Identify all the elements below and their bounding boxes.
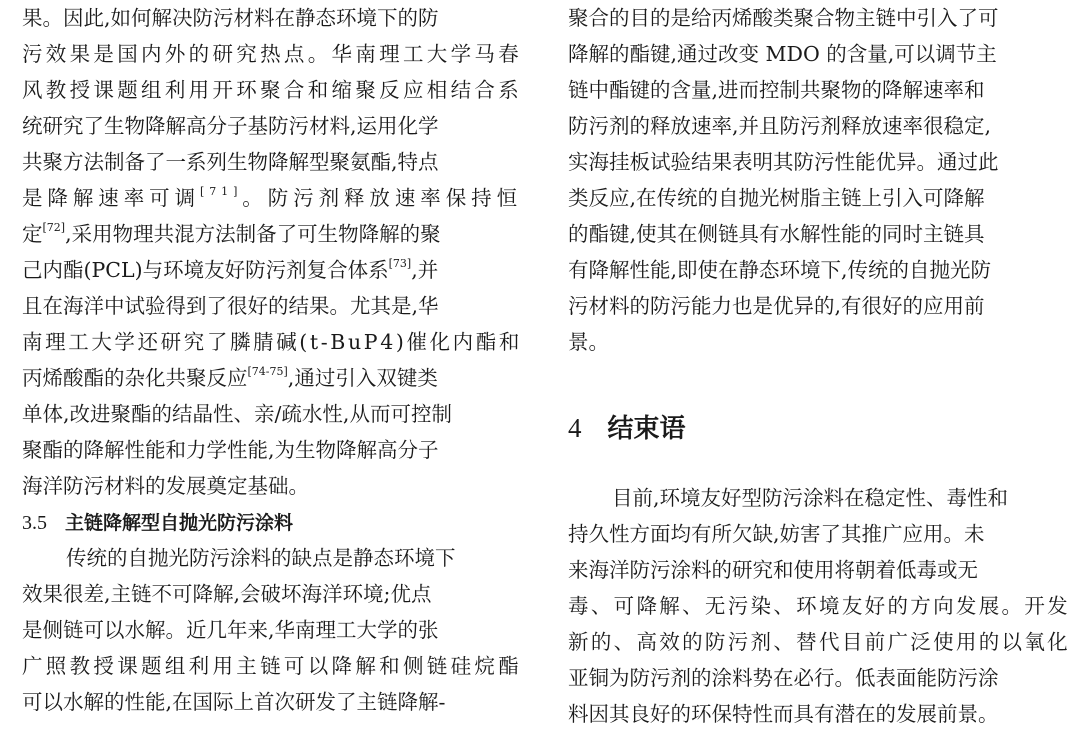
text-line: 海洋防污材料的发展奠定基础。 bbox=[22, 474, 309, 498]
text-line: 亚铜为防污剂的涂料势在必行。低表面能防污涂 bbox=[568, 666, 999, 690]
citation-ref: [73] bbox=[388, 257, 412, 271]
text-line: 目前,环境友好型防污涂料在稳定性、毒性和 bbox=[612, 486, 1009, 510]
text-line: 单体,改进聚酯的结晶性、亲/疏水性,从而可控制 bbox=[22, 402, 452, 426]
text-line: 广照教授课题组利用主链可以降解和侧链硅烷酯 bbox=[22, 654, 522, 678]
text-line: 景。 bbox=[568, 330, 609, 354]
text-line: 是降解速率可调[71]。防污剂释放速率保持恒 bbox=[22, 185, 522, 210]
text-line: 料因其良好的环保特性而具有潜在的发展前景。 bbox=[568, 702, 999, 726]
text-line: 聚合的目的是给丙烯酸类聚合物主链中引入了可 bbox=[568, 6, 999, 30]
citation-ref: [74-75] bbox=[247, 365, 288, 379]
subsection-title: 主链降解型自抛光防污涂料 bbox=[65, 512, 294, 534]
subsection-heading bbox=[22, 504, 293, 540]
text-line: 共聚方法制备了一系列生物降解型聚氨酯,特点 bbox=[22, 150, 439, 174]
section-number: 4 bbox=[568, 413, 582, 443]
text-line: 的酯键,使其在侧链具有水解性能的同时主链具 bbox=[568, 222, 985, 246]
text-line: 效果很差,主链不可降解,会破坏海洋环境;优点 bbox=[22, 582, 432, 606]
section-title: 结束语 bbox=[607, 414, 686, 444]
text-line: 持久性方面均有所欠缺,妨害了其推广应用。未 bbox=[568, 522, 985, 546]
text-line: 南理工大学还研究了膦腈碱(t-BuP4)催化内酯和 bbox=[22, 330, 522, 354]
text-line: 新的、高效的防污剂、替代目前广泛使用的以氧化 bbox=[568, 630, 1070, 654]
text-line: 是侧链可以水解。近几年来,华南理工大学的张 bbox=[22, 618, 439, 642]
text-line: 类反应,在传统的自抛光树脂主链上引入可降解 bbox=[568, 186, 985, 210]
text-line: 毒、可降解、无污染、环境友好的方向发展。开发 bbox=[568, 594, 1070, 618]
text-line: 果。因此,如何解决防污材料在静态环境下的防 bbox=[22, 6, 439, 30]
text-line: 丙烯酸酯的杂化共聚反应[74-75],通过引入双键类 bbox=[22, 365, 438, 390]
text-line: 风教授课题组利用开环聚合和缩聚反应相结合系 bbox=[22, 78, 522, 102]
text-line: 可以水解的性能,在国际上首次研发了主链降解- bbox=[22, 690, 446, 714]
text-line: 且在海洋中试验得到了很好的结果。尤其是,华 bbox=[22, 294, 439, 318]
text-line: 己内酯(PCL)与环境友好防污剂复合体系[73],并 bbox=[22, 257, 439, 282]
citation-ref: [72] bbox=[42, 221, 66, 235]
text-line: 污材料的防污能力也是优异的,有很好的应用前 bbox=[568, 294, 985, 318]
text-line: 降解的酯键,通过改变 MDO 的含量,可以调节主 bbox=[568, 42, 997, 66]
text-line: 聚酯的降解性能和力学性能,为生物降解高分子 bbox=[22, 438, 439, 462]
text-line: 实海挂板试验结果表明其防污性能优异。通过此 bbox=[568, 150, 999, 174]
text-line: 统研究了生物降解高分子基防污材料,运用化学 bbox=[22, 114, 439, 138]
section-heading bbox=[568, 406, 686, 450]
text-line: 有降解性能,即使在静态环境下,传统的自抛光防 bbox=[568, 258, 992, 282]
text-line: 传统的自抛光防污涂料的缺点是静态环境下 bbox=[66, 546, 456, 570]
text-line: 定[72],采用物理共混方法制备了可生物降解的聚 bbox=[22, 221, 441, 246]
subsection-number: 3.5 bbox=[22, 512, 47, 534]
text-line: 链中酯键的含量,进而控制共聚物的降解速率和 bbox=[568, 78, 985, 102]
citation-ref: [71] bbox=[200, 185, 243, 199]
text-line: 防污剂的释放速率,并且防污剂释放速率很稳定, bbox=[568, 114, 992, 138]
text-line: 来海洋防污涂料的研究和使用将朝着低毒或无 bbox=[568, 558, 978, 582]
text-line: 污效果是国内外的研究热点。华南理工大学马春 bbox=[22, 42, 522, 66]
